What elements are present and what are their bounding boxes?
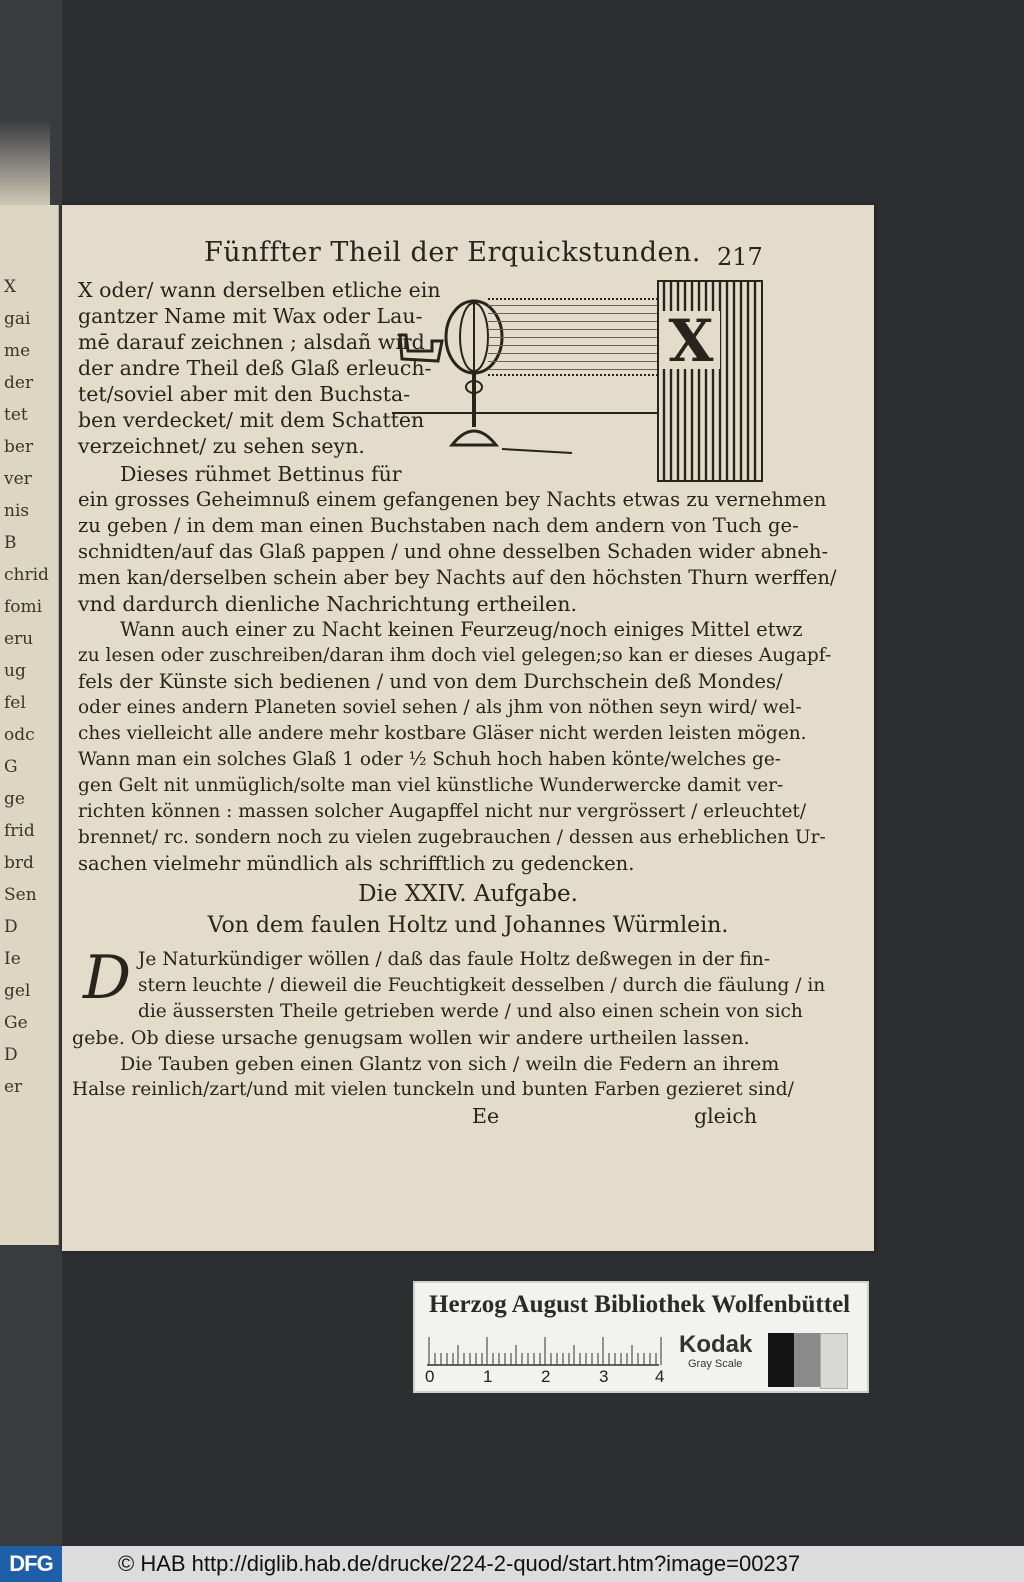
previous-page-text-fragment: gai bbox=[4, 309, 31, 329]
text-line: verzeichnet/ zu sehen seyn. bbox=[78, 434, 365, 458]
section-heading: Die XXIV. Aufgabe. bbox=[358, 881, 578, 907]
previous-page-text-fragment: der bbox=[4, 373, 34, 393]
footer-bar bbox=[0, 1546, 1024, 1582]
previous-page-text-fragment: odc bbox=[4, 725, 35, 745]
text-line: Dieses rühmet Bettinus für bbox=[120, 462, 402, 486]
previous-page-text-fragment: G bbox=[4, 757, 18, 777]
gray-scale-label: Gray Scale bbox=[688, 1358, 743, 1370]
previous-page-text-fragment: gel bbox=[4, 981, 31, 1001]
catchword: gleich bbox=[694, 1104, 758, 1128]
text-line: ches vielleicht alle andere mehr kostbare Gläser nicht werden leisten mögen. bbox=[78, 723, 807, 744]
scale-number: 3 bbox=[599, 1367, 609, 1386]
grey-swatch bbox=[794, 1333, 820, 1387]
previous-page-text-fragment: er bbox=[4, 1077, 23, 1097]
text-line: richten können : massen solcher Augapffel nicht nur vergrössert / erleuchtet/ bbox=[78, 801, 807, 822]
globe-projection-illustration bbox=[392, 277, 765, 485]
text-line: vnd dardurch dienliche Nachrichtung ertheilen. bbox=[78, 592, 577, 616]
text-line: fels der Künste sich bedienen / und von dem Durchschein deß Mondes/ bbox=[78, 670, 783, 693]
text-line: brennet/ rc. sondern noch zu vielen zugebrauchen / dessen aus erheblichen Ur- bbox=[78, 827, 826, 848]
text-line: gen Gelt nit unmüglich/solte man viel künstliche Wunderwercke damit ver- bbox=[78, 775, 784, 796]
text-line: Wann auch einer zu Nacht keinen Feurzeug/noch einiges Mittel etwz bbox=[120, 618, 803, 641]
previous-page-text-fragment: Sen bbox=[4, 885, 37, 905]
text-line: Halse reinlich/zart/und mit vielen tunckeln und bunten Farben gezieret sind/ bbox=[72, 1079, 794, 1100]
text-line: schnidten/auf das Glaß pappen / und ohne desselben Schaden wider abneh- bbox=[78, 540, 829, 563]
section-subheading: Von dem faulen Holtz und Johannes Würmlein. bbox=[207, 913, 729, 938]
text-line: gebe. Ob diese ursache genugsam wollen wir andere urtheilen lassen. bbox=[72, 1027, 750, 1049]
text-line: X oder/ wann derselben etliche ein bbox=[78, 278, 441, 302]
text-line: zu lesen oder zuschreiben/daran ihm doch viel gelegen;so kan er dieses Augapf- bbox=[78, 645, 832, 666]
figure-letter: X bbox=[668, 307, 714, 375]
previous-page-text-fragment: nis bbox=[4, 501, 30, 521]
previous-page-text-fragment: D bbox=[4, 1045, 18, 1065]
previous-page-text-fragment: B bbox=[4, 533, 17, 553]
text-line: zu geben / in dem man einen Buchstaben nach dem andern von Tuch ge- bbox=[78, 514, 799, 537]
drop-cap: D bbox=[82, 943, 132, 1013]
text-line: Wann man ein solches Glaß 1 oder ½ Schuh hoch haben könte/welches ge- bbox=[78, 749, 782, 770]
scale-number: 2 bbox=[541, 1367, 551, 1386]
black-swatch bbox=[768, 1333, 794, 1387]
previous-page-edge bbox=[0, 120, 50, 210]
text-line: tet/soviel aber mit den Buchsta- bbox=[78, 382, 411, 406]
kodak-label: Kodak bbox=[679, 1331, 753, 1358]
previous-page-text-fragment: eru bbox=[4, 629, 34, 649]
previous-page-text-fragment: Ge bbox=[4, 1013, 28, 1033]
scale-number: 4 bbox=[655, 1367, 665, 1386]
scale-number: 1 bbox=[483, 1367, 493, 1386]
previous-page-text-fragment: ug bbox=[4, 661, 26, 681]
dfg-logo: DFG bbox=[0, 1546, 62, 1582]
previous-page-text-fragment: tet bbox=[4, 405, 28, 425]
text-line: stern leuchte / dieweil die Feuchtigkeit desselben / durch die fäulung / in bbox=[138, 975, 826, 996]
text-line: die äussersten Theile getrieben werde / und also einen schein von sich bbox=[138, 1001, 803, 1022]
text-line: gantzer Name mit Wax oder Lau- bbox=[78, 304, 423, 328]
text-line: Die Tauben geben einen Glantz von sich / weiln die Federn an ihrem bbox=[120, 1053, 780, 1075]
text-line: men kan/derselben schein aber bey Nachts auf den höchsten Thurn werffen/ bbox=[78, 566, 837, 589]
text-line: ein grosses Geheimnuß einem gefangenen bey Nachts etwas zu vernehmen bbox=[78, 488, 827, 511]
text-line: mē darauf zeichnen ; alsdañ wird bbox=[78, 330, 425, 354]
signature-mark: Ee bbox=[472, 1104, 500, 1128]
previous-page-text-fragment: fomi bbox=[4, 597, 43, 617]
previous-page-text-fragment: ber bbox=[4, 437, 34, 457]
text-line: ben verdecket/ mit dem Schatten bbox=[78, 408, 425, 432]
previous-page-text-fragment: X bbox=[4, 277, 17, 297]
light-swatch bbox=[820, 1333, 848, 1389]
previous-page-text-fragment: brd bbox=[4, 853, 34, 873]
ruler-scale bbox=[427, 1331, 663, 1367]
previous-page-text-fragment: chrid bbox=[4, 565, 49, 585]
copyright-link[interactable]: © HAB http://diglib.hab.de/drucke/224-2-quod/start.htm?image=00237 bbox=[118, 1551, 801, 1576]
book-page bbox=[62, 205, 874, 1251]
previous-page-text-fragment: Ie bbox=[4, 949, 21, 969]
color-reference-card bbox=[413, 1281, 869, 1393]
scale-number: 0 bbox=[425, 1367, 435, 1386]
text-line: sachen vielmehr mündlich als schrifftlich zu gedencken. bbox=[78, 852, 635, 875]
text-line: oder eines andern Planeten soviel sehen / als jhm von nöthen seyn wird/ wel- bbox=[78, 697, 802, 718]
text-line: der andre Theil deß Glaß erleuch- bbox=[78, 356, 432, 380]
text-line: Je Naturkündiger wöllen / daß das faule Holtz deßwegen in der fin- bbox=[138, 949, 771, 970]
running-head: Fünffter Theil der Erquickstunden. bbox=[204, 237, 701, 268]
previous-page-text-fragment: frid bbox=[4, 821, 35, 841]
previous-page-text-fragment: ge bbox=[4, 789, 25, 809]
previous-page bbox=[0, 205, 59, 1245]
library-name: Herzog August Bibliothek Wolfenbüttel bbox=[429, 1291, 851, 1318]
previous-page-text-fragment: ver bbox=[4, 469, 32, 489]
previous-page-text-fragment: D bbox=[4, 917, 18, 937]
previous-page-text-fragment: me bbox=[4, 341, 31, 361]
previous-page-text-fragment: fel bbox=[4, 693, 26, 713]
page-number: 217 bbox=[717, 243, 763, 271]
